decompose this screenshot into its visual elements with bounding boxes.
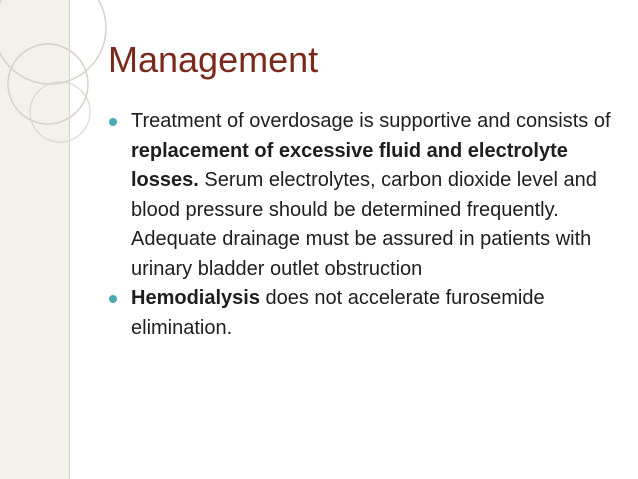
bullet-text-part: Treatment of overdosage is supportive and consists of [131, 110, 611, 132]
side-panel-divider [69, 0, 70, 479]
slide-title: Management [108, 39, 319, 80]
deco-circle-large [0, 0, 106, 84]
bullet-text-part: does not accelerate furosemide elimination. [131, 287, 545, 339]
bullet-text-part: Serum electrolytes, carbon dioxide level and blood pressure should be determined frequently. Adequate drainage must be assured in patients with urinary bladder outlet obstruction [131, 169, 597, 280]
bullet-text [131, 110, 611, 280]
bullet-item [106, 107, 616, 284]
bullet-marker-icon [109, 118, 117, 126]
deco-circle-small [30, 82, 90, 142]
bullet-list [106, 107, 616, 343]
bullet-marker-icon [109, 295, 117, 303]
bullet-text-bold: Hemodialysis [131, 287, 260, 309]
decorative-circles [0, 0, 110, 479]
bullet-text-bold: replacement of excessive fluid and electrolyte losses. [131, 139, 568, 191]
bullet-item [106, 284, 616, 343]
bullet-text [131, 287, 545, 339]
